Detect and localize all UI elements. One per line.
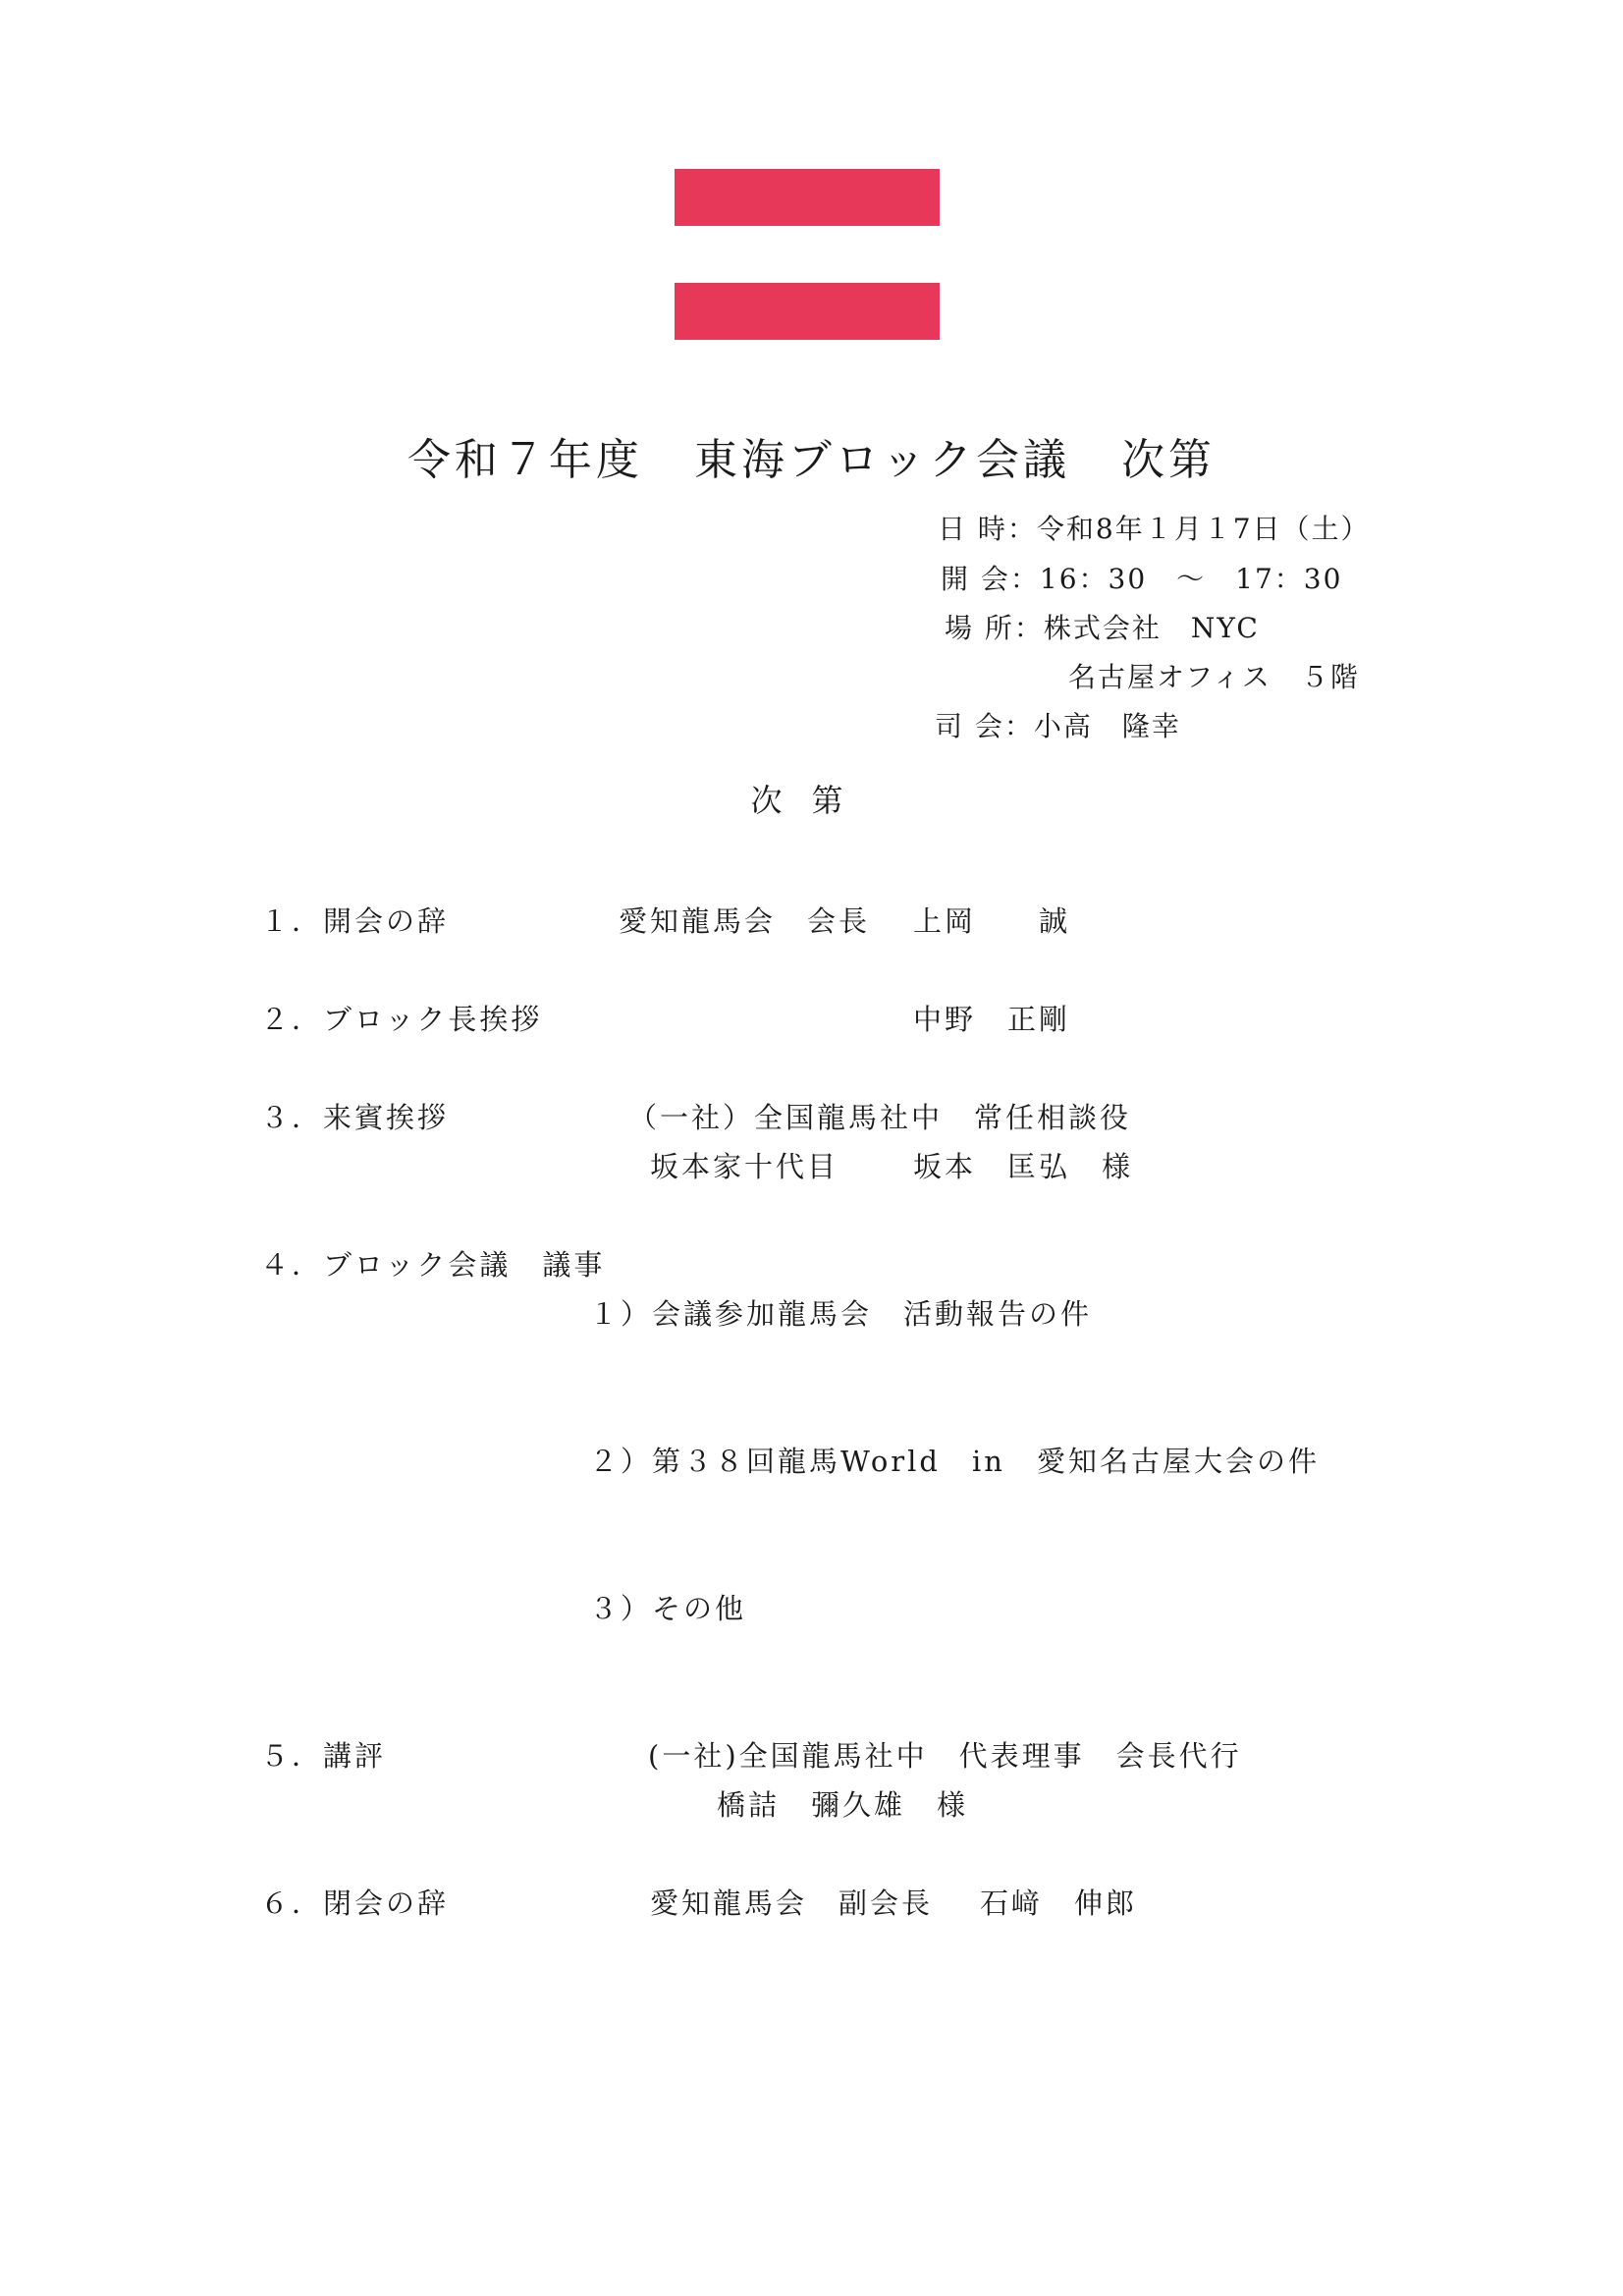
item-5-commentator-title: (一社)全国龍馬社中 代表理事 会長代行	[648, 1739, 1242, 1773]
title-year: 令和７年度	[406, 435, 643, 485]
item-6-org: 愛知龍馬会 副会長	[650, 1886, 934, 1920]
place-detail: 名古屋オフィス ５階	[1068, 661, 1360, 693]
emblem-top-stripe	[675, 169, 940, 226]
item-3-guest-name: 坂本 匡弘 様	[913, 1150, 1134, 1183]
mc-label: 司 会：	[935, 710, 1034, 742]
item-1-label: １．開会の辞	[260, 904, 450, 938]
item-1-org: 愛知龍馬会 会長	[619, 904, 871, 938]
title-meeting: 東海ブロック会議	[693, 435, 1071, 485]
open-value: 16：30 ～ 17：30	[1039, 563, 1343, 595]
item-3-guest-family: 坂本家十代目	[650, 1150, 839, 1183]
item-6-label: ６．閉会の辞	[260, 1886, 450, 1920]
agenda-heading: 次第	[750, 782, 873, 819]
item-4-sub-1: １）会議参加龍馬会 活動報告の件	[589, 1297, 1093, 1331]
place-label: 場 所：	[945, 612, 1044, 644]
item-2-name: 中野 正剛	[913, 1003, 1071, 1036]
place-row	[945, 607, 1260, 646]
emblem-bottom-stripe	[675, 283, 940, 340]
item-4-sub-3: ３）その他	[589, 1592, 747, 1625]
item-2-label: ２．ブロック長挨拶	[260, 1003, 543, 1036]
item-3-guest-title: （一社）全国龍馬社中 常任相談役	[628, 1101, 1132, 1134]
date-label: 日 時：	[938, 513, 1037, 545]
mc-value: 小高 隆幸	[1033, 710, 1181, 742]
item-5-label: ５．講評	[260, 1739, 387, 1773]
item-4-sub-2: ２）第３８回龍馬World in 愛知名古屋大会の件	[589, 1445, 1320, 1478]
mc-row	[935, 705, 1181, 744]
date-row	[938, 508, 1371, 547]
open-label: 開 会：	[941, 563, 1040, 595]
open-row	[941, 558, 1342, 597]
place-value: 株式会社 NYC	[1043, 612, 1260, 644]
date-value: 令和8年１月１7日（土）	[1036, 513, 1371, 545]
item-5-commentator-name: 橋詰 彌久雄 様	[717, 1788, 969, 1822]
item-6-name: 石﨑 伸郎	[980, 1886, 1138, 1920]
title-agenda: 次第	[1121, 435, 1217, 485]
item-3-label: ３．来賓挨拶	[260, 1101, 450, 1134]
page-title	[0, 424, 1623, 487]
item-1-name: 上岡 誠	[913, 904, 1071, 938]
item-4-label: ４．ブロック会議 議事	[260, 1248, 606, 1282]
